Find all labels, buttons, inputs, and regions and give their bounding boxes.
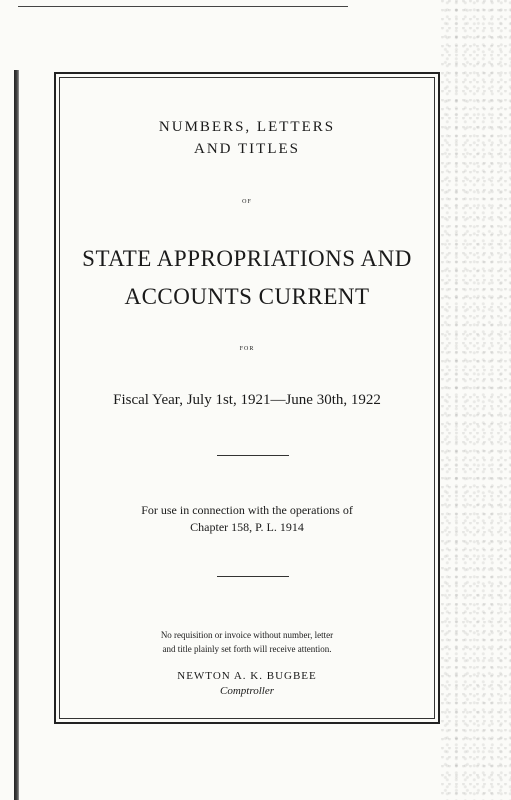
header-line-2: AND TITLES [194, 141, 300, 157]
connector-of: OF [242, 199, 252, 205]
divider-rule-1 [217, 455, 289, 456]
top-edge-rule [18, 6, 348, 7]
signatory-name: NEWTON A. K. BUGBEE [177, 670, 317, 682]
binding-edge [14, 70, 19, 800]
usage-line-2: Chapter 158, P. L. 1914 [190, 520, 304, 534]
fiscal-year: Fiscal Year, July 1st, 1921—June 30th, 1922 [113, 392, 381, 408]
divider-rule-2 [217, 576, 289, 577]
notice-line-2: and title plainly set forth will receive attention. [162, 644, 332, 654]
main-title-line-1: STATE APPROPRIATIONS AND [82, 246, 412, 271]
notice-line-1: No requisition or invoice without number, letter [160, 630, 334, 640]
signatory-title: Comptroller [220, 685, 274, 697]
main-title-line-2: ACCOUNTS CURRENT [124, 284, 370, 309]
usage-line-1: For use in connection with the operations of [141, 503, 353, 517]
header-line-1: NUMBERS, LETTERS [158, 119, 336, 135]
scan-noise-edge [441, 0, 511, 800]
connector-for: FOR [239, 346, 255, 352]
